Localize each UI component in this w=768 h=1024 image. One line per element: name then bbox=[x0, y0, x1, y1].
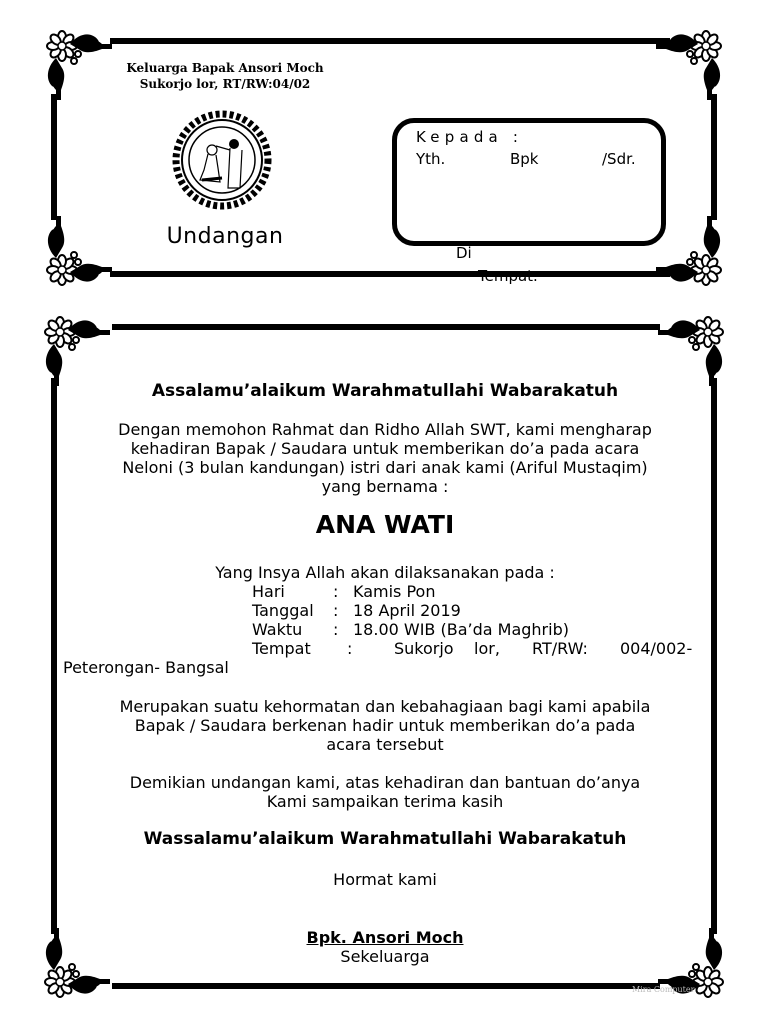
honor-line: Merupakan suatu kehormatan dan kebahagiaan bagi kami apabila bbox=[119, 697, 651, 716]
tanggal-label: Tanggal bbox=[252, 601, 314, 620]
intro-line: kehadiran Bapak / Saudara untuk memberikan do’a pada acara bbox=[130, 439, 640, 458]
tempat-value-part: lor, bbox=[474, 639, 500, 658]
tanggal-value: 18 April 2019 bbox=[353, 601, 461, 620]
hari-label: Hari bbox=[252, 582, 285, 601]
hari-value: Kamis Pon bbox=[353, 582, 436, 601]
frame-right-border bbox=[711, 378, 717, 934]
frame-top-border bbox=[112, 324, 660, 330]
regards: Hormat kami bbox=[333, 870, 437, 889]
ornament-corner-icon bbox=[658, 314, 730, 386]
tempat-value-part: Sukorjo bbox=[394, 639, 454, 658]
honor-paragraph bbox=[60, 697, 710, 754]
ceremony-emblem-icon bbox=[170, 108, 274, 212]
di-label: Di bbox=[456, 244, 472, 262]
signatory-suffix: Sekeluarga bbox=[340, 947, 430, 966]
waktu-value: 18.00 WIB (Ba’da Maghrib) bbox=[353, 620, 569, 639]
yth-label: Yth. bbox=[416, 150, 446, 168]
tempat-value-continued: Peterongan- Bangsal bbox=[63, 658, 229, 677]
watermark: Mira Computer bbox=[632, 985, 695, 994]
intro-line: yang bernama : bbox=[321, 477, 449, 496]
signature-block bbox=[60, 928, 710, 966]
colon: : bbox=[333, 582, 339, 601]
waktu-label: Waktu bbox=[252, 620, 303, 639]
closing-paragraph bbox=[60, 773, 710, 811]
tempat-label: Tempat. bbox=[478, 267, 538, 285]
frame-top-border bbox=[110, 38, 670, 44]
recipient-label: Kepada : bbox=[416, 128, 524, 146]
frame-bottom-border bbox=[112, 983, 660, 989]
tempat-value-part: RT/RW: bbox=[532, 639, 588, 658]
frame-left-border bbox=[51, 378, 57, 934]
greeting: Assalamu’alaikum Warahmatullahi Wabarakatuh bbox=[151, 381, 619, 401]
frame-right-border bbox=[711, 94, 717, 220]
bpk-label: Bpk bbox=[510, 150, 539, 168]
intro-line: Neloni (3 bulan kandungan) istri dari anak kami (Ariful Mustaqim) bbox=[122, 458, 648, 477]
ornament-corner-icon bbox=[40, 28, 112, 100]
signatory-name: Bpk. Ansori Moch bbox=[306, 928, 464, 947]
colon: : bbox=[333, 620, 339, 639]
frame-left-border bbox=[51, 94, 57, 220]
farewell: Wassalamu’alaikum Warahmatullahi Wabarakatuh bbox=[143, 829, 627, 849]
sender-block bbox=[110, 60, 340, 92]
colon: : bbox=[347, 639, 353, 658]
ornament-corner-icon bbox=[656, 28, 728, 100]
tempat-label: Tempat bbox=[252, 639, 311, 658]
sender-address: Sukorjo lor, RT/RW:04/02 bbox=[139, 77, 311, 91]
frame-bottom-border bbox=[110, 271, 670, 277]
intro-paragraph bbox=[60, 420, 710, 496]
honoree-name: ANA WATI bbox=[315, 510, 455, 539]
honor-line: acara tersebut bbox=[326, 735, 444, 754]
ornament-corner-icon bbox=[40, 216, 112, 288]
invitation-title: Undangan bbox=[166, 224, 284, 249]
closing-line: Kami sampaikan terima kasih bbox=[266, 792, 504, 811]
ornament-corner-icon bbox=[656, 216, 728, 288]
sender-name: Keluarga Bapak Ansori Moch bbox=[126, 61, 324, 75]
schedule-intro: Yang Insya Allah akan dilaksanakan pada : bbox=[215, 563, 555, 582]
tempat-value-part: 004/002- bbox=[620, 639, 693, 658]
closing-line: Demikian undangan kami, atas kehadiran dan bantuan do’anya bbox=[129, 773, 641, 792]
ornament-corner-icon bbox=[38, 314, 110, 386]
sdr-label: /Sdr. bbox=[602, 150, 636, 168]
intro-line: Dengan memohon Rahmat dan Ridho Allah SWT, kami mengharap bbox=[118, 420, 652, 439]
honor-line: Bapak / Saudara berkenan hadir untuk memberikan do’a pada bbox=[134, 716, 636, 735]
colon: : bbox=[333, 601, 339, 620]
